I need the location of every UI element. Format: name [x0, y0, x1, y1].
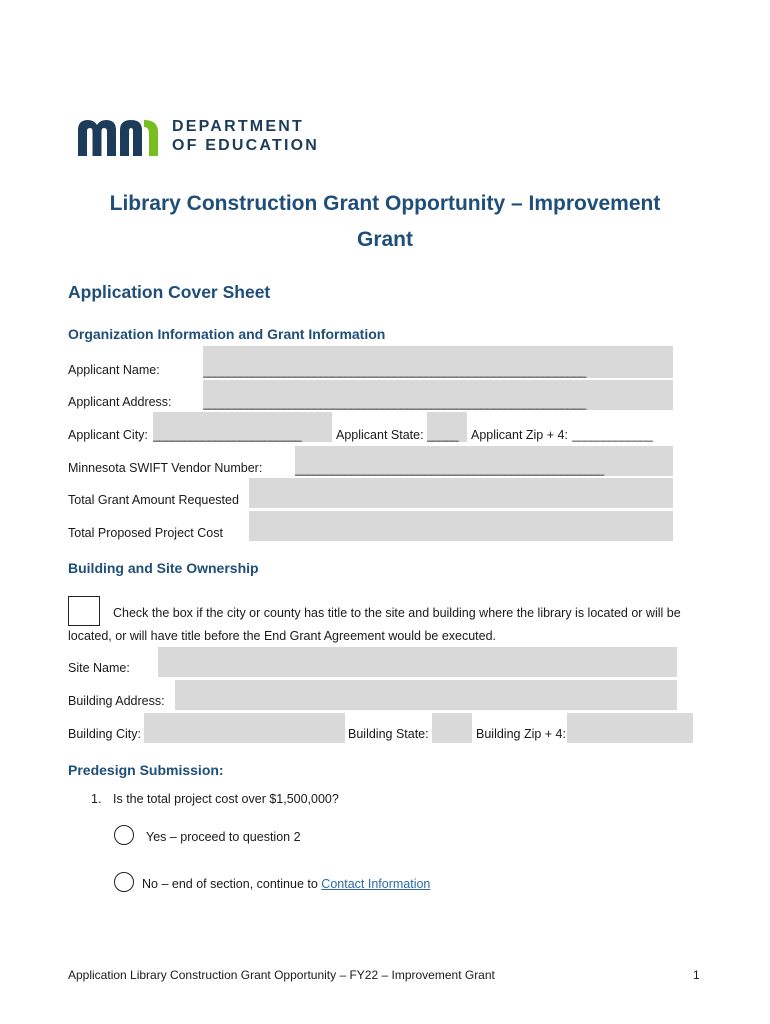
building-zip-label: Building Zip + 4: [476, 727, 566, 741]
logo-line-2: OF EDUCATION [172, 137, 319, 154]
checkbox-text-line-2: located, or will have title before the End Grant Agreement would be executed. [68, 629, 497, 643]
total-cost-label: Total Proposed Project Cost [68, 526, 223, 540]
swift-vendor-label: Minnesota SWIFT Vendor Number: [68, 461, 263, 475]
cover-sheet-heading: Application Cover Sheet [68, 282, 271, 302]
applicant-state-field[interactable]: _____ [427, 412, 467, 442]
title-line-2: Grant [356, 228, 413, 251]
radio-yes[interactable] [114, 825, 134, 845]
logo-line-1: DEPARTMENT [172, 118, 304, 135]
radio-no-label [142, 877, 430, 891]
logo-wordmark [172, 117, 319, 155]
predesign-section-heading: Predesign Submission: [68, 762, 224, 778]
swift-vendor-field[interactable]: __________________________________________________ [295, 446, 673, 476]
applicant-name-label: Applicant Name: [68, 363, 160, 377]
applicant-address-label: Applicant Address: [68, 395, 172, 409]
building-zip-field[interactable] [567, 713, 693, 743]
page-title [60, 186, 710, 258]
applicant-address-field[interactable]: ______________________________________________________________ [203, 380, 673, 410]
page-number: 1 [693, 968, 700, 982]
building-address-label: Building Address: [68, 694, 165, 708]
org-section-heading: Organization Information and Grant Information [68, 326, 386, 342]
total-requested-field[interactable] [249, 478, 673, 508]
site-name-field[interactable] [158, 647, 677, 677]
total-cost-field[interactable] [249, 511, 673, 541]
building-section-heading: Building and Site Ownership [68, 560, 259, 576]
applicant-state-label: Applicant State: [336, 428, 424, 442]
applicant-zip-label: Applicant Zip + 4: [471, 428, 568, 442]
building-state-label: Building State: [348, 727, 429, 741]
contact-information-link[interactable]: Contact Information [321, 877, 431, 891]
applicant-city-label: Applicant City: [68, 428, 148, 442]
mn-logo-icon [76, 118, 160, 156]
checkbox-text-line-1: Check the box if the city or county has title to the site and building where the library is located or will be [113, 606, 681, 620]
building-state-field[interactable] [432, 713, 472, 743]
building-address-field[interactable] [175, 680, 677, 710]
applicant-city-field[interactable]: ________________________ [153, 412, 332, 442]
applicant-zip-field[interactable]: _____________ [572, 412, 675, 442]
footer-text: Application Library Construction Grant Opportunity – FY22 – Improvement Grant [68, 968, 495, 982]
radio-no-text: No – end of section, continue to [142, 877, 318, 891]
applicant-name-field[interactable]: ______________________________________________________________ [203, 346, 673, 378]
radio-no[interactable] [114, 872, 134, 892]
radio-yes-label: Yes – proceed to question 2 [146, 830, 301, 844]
building-city-label: Building City: [68, 727, 141, 741]
title-ownership-checkbox[interactable] [68, 596, 100, 626]
building-city-field[interactable] [144, 713, 345, 743]
site-name-label: Site Name: [68, 661, 130, 675]
question-text: Is the total project cost over $1,500,000? [113, 792, 339, 806]
question-number: 1. [91, 792, 102, 806]
total-requested-label: Total Grant Amount Requested [68, 493, 239, 507]
title-line-1: Library Construction Grant Opportunity – Improvement [109, 192, 661, 215]
